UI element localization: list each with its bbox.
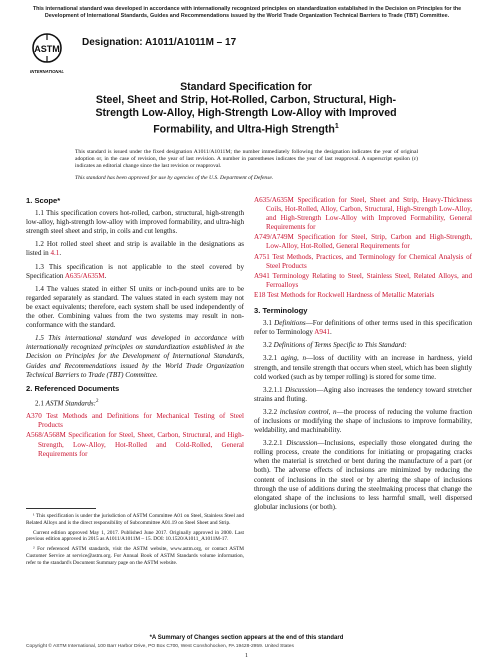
reference-title[interactable]: Specification for Steel, Sheet, Carbon, Structural, and High-Strength, Low-Alloy, Hot-Rolled and Cold-Rolled, General Requirements for [38,431,244,458]
scope-1-5: 1.5 This international standard was developed in accordance with internationally recognized principles on standardization established in the Decision on Principles for the Development of International Standards, Guides and Recommendations issued by the World Trade Organization Technical Barriers to Trade (TBT) Committee. [26,334,244,379]
reference-code[interactable]: A941 [254,271,270,280]
scope-1-2: 1.2 Hot rolled steel sheet and strip is available in the designations as listed in 4.1. [26,240,244,258]
reference-item[interactable] [254,233,472,251]
term-3-1: 3.1 Definitions—For definitions of other terms used in this specification refer to Terminology A941. [254,319,473,337]
dod-approval: This standard has been approved for use by agencies of the U.S. Department of Defense. [75,175,274,181]
reference-title[interactable]: Test Methods, Practices, and Terminology for Chemical Analysis of Steel Products [266,252,472,270]
footnote-divider [26,508,96,509]
footnotes [26,508,244,570]
title-lead: Standard Specification for [180,81,312,93]
term-3-2-1-1: 3.2.1.1 Discussion—Aging also increases the tendency toward stretcher strains and fluting. [254,385,473,403]
ref-4-1[interactable]: 4.1 [50,249,60,258]
term-3-2: 3.2 Definitions of Terms Specific to This Standard: [263,341,407,350]
reference-item[interactable] [254,272,472,290]
scope-1-1: 1.1 This specification covers hot-rolled, carbon, structural, high-strength low-alloy, high-strength low-alloy with improved formability, and ultra-high strength steel sheet and strip, in coils and cut lengths. [26,209,244,236]
reference-code[interactable]: E18 [254,290,266,299]
reference-title[interactable]: Test Methods for Rockwell Hardness of Metallic Materials [267,290,435,299]
reference-title[interactable]: Test Methods and Definitions for Mechanical Testing of Steel Products [38,412,244,430]
reference-item[interactable] [254,291,472,300]
reference-item[interactable] [254,253,472,271]
ref-a941[interactable]: A941 [314,328,331,337]
reference-title[interactable]: Specification for Steel, Sheet and Strip, Heavy-Thickness Coils, Hot-Rolled, Alloy, Carbon, Structural, High-Strength Low-Alloy, and High-Strength Low-Alloy with Improved Formability, General Requirements for [266,196,472,232]
footnote-2: ² For referenced ASTM standards, visit the ASTM website, www.astm.org, or contact ASTM Customer Service at service@astm.org. For Annual Book of ASTM Standards volume information, refer to the standard's Document Summary page on the ASTM website. [26,546,244,566]
astm-standards-subheading: 2.1 ASTM Standards:$^2$ [35,398,99,408]
ref-a635[interactable]: A635/A635M [64,271,105,280]
reference-code[interactable]: A751 [254,252,270,261]
issuance-statement: This standard is issued under the fixed designation A1011/A1011M; the number immediately following the designation indicates the year of original adoption or, in the case of revision, the year of last revision. A number in parentheses indicates the year of last reapproval. A superscript epsilon (ε) indicates an editorial change since the last revision or reapproval. [75,149,418,170]
term-3-2-1: 3.2.1 aging, n—loss of ductility with an increase in hardness, yield strength, and tensile strength that occurs when steel, which has been slightly cold worked (such as by temper rolling) is stored for some time. [254,354,472,381]
reference-code[interactable]: A635/A635M [254,196,294,204]
reference-item[interactable] [254,196,472,232]
title-main: Steel, Sheet and Strip, Hot-Rolled, Carbon, Structural, High-Strength Low-Alloy, High-Strength Low-Alloy with Improved Formability, and Ultra-High Strength [95,94,397,136]
reference-code[interactable]: A370 [26,412,42,421]
reference-title[interactable]: Specification for Steel, Strip, Carbon and High-Strength, Low-Alloy, Hot-Rolled, General Requirements for [266,233,472,251]
astm-logo [30,33,64,77]
svg-text:INTERNATIONAL: INTERNATIONAL [30,69,64,74]
designation: Designation: A1011/A1011M – 17 [82,37,237,48]
reference-code[interactable]: A749/A749M [254,233,294,242]
scope-heading: 1. Scope* [26,196,61,205]
summary-of-changes-note: *A Summary of Changes section appears at the end of this standard [149,635,344,641]
footnote-1: ¹ This specification is under the jurisdiction of ASTM Committee A01 on Steel, Stainless Steel and Related Alloys and is the direct responsibility of Subcommittee A01.19 on Steel Sheet and Strip. [26,513,244,526]
reference-item[interactable] [26,431,244,458]
title-footnote-mark: 1 [334,123,339,130]
term-3-2-2-1: 3.2.2.1 Discussion—Inclusions, especially those elongated during the rolling process, create the conditions for initiating or propagating cracks when the material is stretched or bent during the manufacture of a part (or both). The adverse effects of inclusions are minimized by reducing the content of inclusions in the steel or by altering the shape of inclusions through the use of additions during the steelmaking process that change the elongated shape of the inclusions to less harmful small, well dispersed globular inclusions (or both). [254,439,473,511]
page-number: 1 [245,653,248,659]
terminology-heading: 3. Terminology [254,306,308,316]
svg-text:ASTM: ASTM [34,44,60,54]
copyright-line: Copyright © ASTM International, 100 Barr Harbor Drive, PO Box C700, West Conshohocken, PA 19428-2959. United States [26,644,294,649]
reference-item[interactable] [26,412,244,430]
reference-list-left [26,412,244,458]
reference-title[interactable]: Terminology Relating to Steel, Stainless Steel, Related Alloys, and Ferroalloys [266,271,472,289]
international-standard-notice: This international standard was developed in accordance with internationally recognized principles on standardization established in the Decision on Principles for the Development of International Standards, Guides and Recommendations issued by the World Trade Organization Technical Barriers to Trade (TBT) Committee. [32,6,462,19]
reference-code[interactable]: A568/A568M [26,431,66,440]
footnote-1-edition: Current edition approved May 1, 2017. Published June 2017. Originally approved in 2000. Last previous edition approved in 2015 as A1011/A1011M – 15. DOI: 10.1520/A1011_A1011M-17. [26,529,244,543]
referenced-documents-heading: 2. Referenced Documents [26,383,120,393]
left-column [26,196,244,465]
term-3-2-2: 3.2.2 inclusion control, n—the process of reducing the volume fraction of inclusions or modifying the shape of inclusions to improve formability, weldability, and machinability. [254,407,472,435]
right-column [254,196,472,516]
document-title [76,81,416,137]
reference-list-right [254,196,472,300]
scope-1-3: 1.3 This specification is not applicable to the steel covered by Specification A635/A635M. [26,262,244,280]
scope-1-4: 1.4 The values stated in either SI units or inch-pound units are to be regarded separately as standard. The values stated in each system may not be exact equivalents; therefore, each system shall be used independently of the other. Combining values from the two systems may result in non-conformance with the standard. [26,284,244,330]
